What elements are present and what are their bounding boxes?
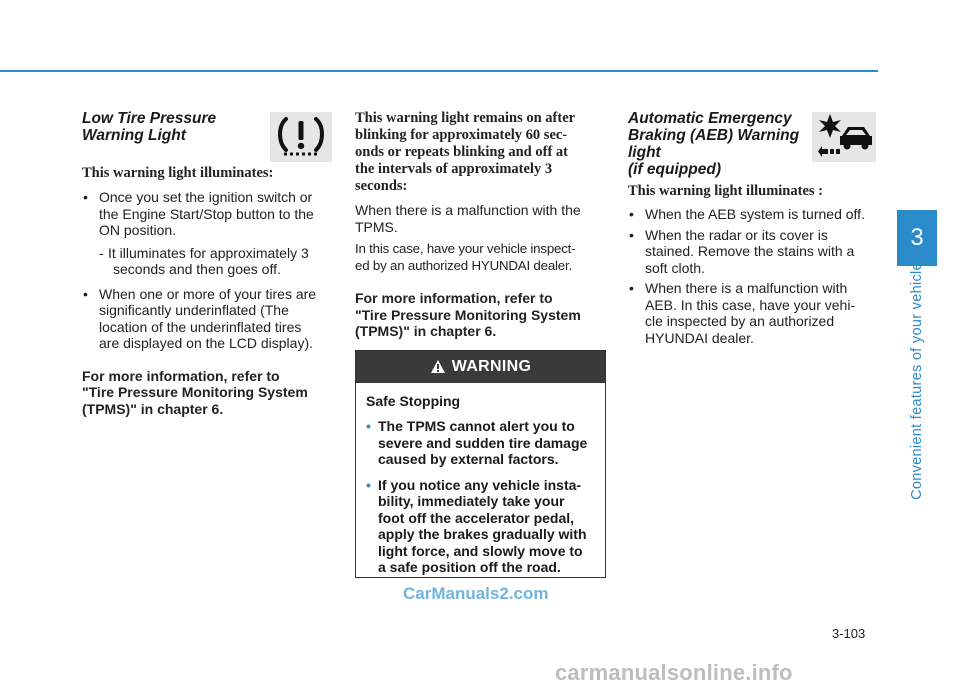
tpms-warning-icon [270,112,332,162]
chapter-tab: 3 [897,210,937,266]
list-item: • When the AEB system is turned off. [628,206,880,223]
low-tire-pressure-title: Low Tire Pressure Warning Light [82,110,217,144]
list-item: • When one or more of your tires are significantly underinflated (The location of the underinflated tires are displayed on the LCD display). [82,286,334,352]
list-item: - It illuminates for approximately 3 seconds and then goes off. [99,244,309,277]
page-number: 3-103 [832,626,866,641]
aeb-title: Automatic Emergency Braking (AEB) Warning light (if equipped) [628,110,800,178]
illuminates-heading: This warning light illuminates: [82,165,274,181]
top-rule [0,70,878,72]
watermark: CarManuals2.com [403,584,549,603]
chapter-title: Convenient features of your vehicle [909,262,925,500]
list-item: • If you notice any vehicle insta- bility, immediately take your foot off the accelerator pedal, apply the brakes gradually with light force, and slowly move to a safe position off the road. [366,476,587,575]
illuminates-heading: This warning light illuminates : [628,183,823,199]
warning-header: WARNING [356,351,605,383]
see-also-paragraph: For more information, refer to "Tire Pressure Monitoring System (TPMS)" in chapter 6. [355,290,581,339]
list-item: • When the radar or its cover is stained. Remove the stains with a soft cloth. [628,227,880,277]
warning-box [355,350,606,578]
warning-subtitle: Safe Stopping [366,393,461,409]
warning-triangle-icon [430,359,446,374]
list-item: • Once you set the ignition switch or the Engine Start/Stop button to the ON position. [82,189,334,239]
footer-site: carmanualsonline.info [555,660,793,685]
see-also-paragraph: For more information, refer to "Tire Pressure Monitoring System (TPMS)" in chapter 6. [82,367,308,417]
inspect-paragraph: In this case, have your vehicle inspect- ed by an authorized HYUNDAI dealer. [355,241,576,273]
tpms-blinking-section [355,110,606,340]
aeb-warning-icon [812,112,876,162]
list-item: • When there is a malfunction with AEB. In this case, have your vehi- cle inspected by an authorized HYUNDAI dealer. [628,280,880,346]
list-item: • The TPMS cannot alert you to severe and sudden tire damage caused by external factors. [366,418,588,467]
malfunction-paragraph: When there is a malfunction with the TPMS. [355,202,581,235]
blinking-heading: This warning light remains on after blinking for approximately 60 sec- onds or repeats blinking and off at the intervals of approximately 3 seconds: [355,110,576,194]
